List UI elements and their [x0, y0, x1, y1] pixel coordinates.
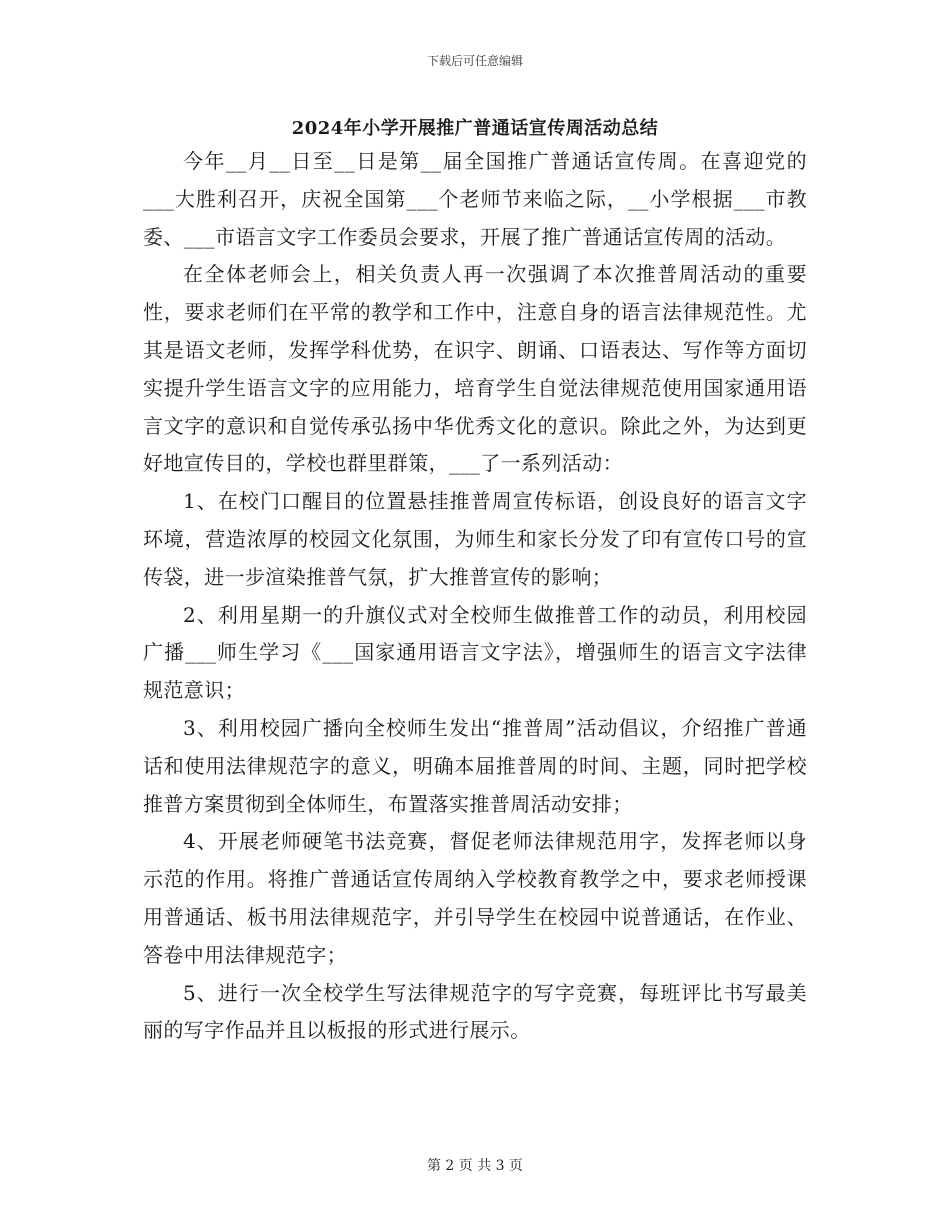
header-note: 下载后可任意编辑	[426, 54, 523, 68]
paragraph-item-1: 1、在校门口醒目的位置悬挂推普周宣传标语，创设良好的语言文字环境，营造浓厚的校园文化氛围，为师生和家长分发了印有宣传口号的宣传袋，进一步渲染推普气氛，扩大推普宣传的影响；	[143, 489, 807, 589]
paragraph-item-5: 5、进行一次全校学生写法律规范字的写字竞赛，每班评比书写最美丽的写字作品并且以板报的形式进行展示。	[143, 980, 807, 1043]
paragraph-item-4: 4、开展老师硬笔书法竞赛，督促老师法律规范用字，发挥老师以身示范的作用。将推广普通话宣传周纳入学校教育教学之中，要求老师授课用普通话、板书用法律规范字，并引导学生在校园中说普通话，在作业、答卷中用法律规范字；	[143, 829, 807, 967]
document-title: 2024年小学开展推广普通话宣传周活动总结	[291, 118, 659, 139]
paragraph-item-2: 2、利用星期一的升旗仪式对全校师生做推普工作的动员，利用校园广播___师生学习《___国家通用语言文字法》，增强师生的语言文字法律规范意识；	[143, 602, 807, 703]
paragraph-item-3: 3、利用校园广播向全校师生发出“推普周”活动倡议，介绍推广普通话和使用法律规范字的意义，明确本届推普周的时间、主题，同时把学校推普方案贯彻到全体师生，布置落实推普周活动安排；	[143, 715, 807, 816]
document-body	[143, 143, 807, 1050]
page-number: 第 2 页 共 3 页	[426, 1158, 524, 1174]
paragraph-intro: 今年__月__日至__日是第__届全国推广普通话宣传周。在喜迎党的___大胜利召开，庆祝全国第___个老师节来临之际，__小学根据___市教委、___市语言文字工作委员会要求，开展了推广普通话宣传周的活动。	[143, 149, 807, 249]
paragraph-meeting: 在全体老师会上，相关负责人再一次强调了本次推普周活动的重要性，要求老师们在平常的教学和工作中，注意自身的语言法律规范性。尤其是语文老师，发挥学科优势，在识字、朗诵、口语表达、写作等方面切实提升学生语言文字的应用能力，培育学生自觉法律规范使用国家通用语言文字的意识和自觉传承弘扬中华优秀文化的意识。除此之外，为达到更好地宣传目的，学校也群里群策，___了一系列活动：	[143, 262, 807, 476]
